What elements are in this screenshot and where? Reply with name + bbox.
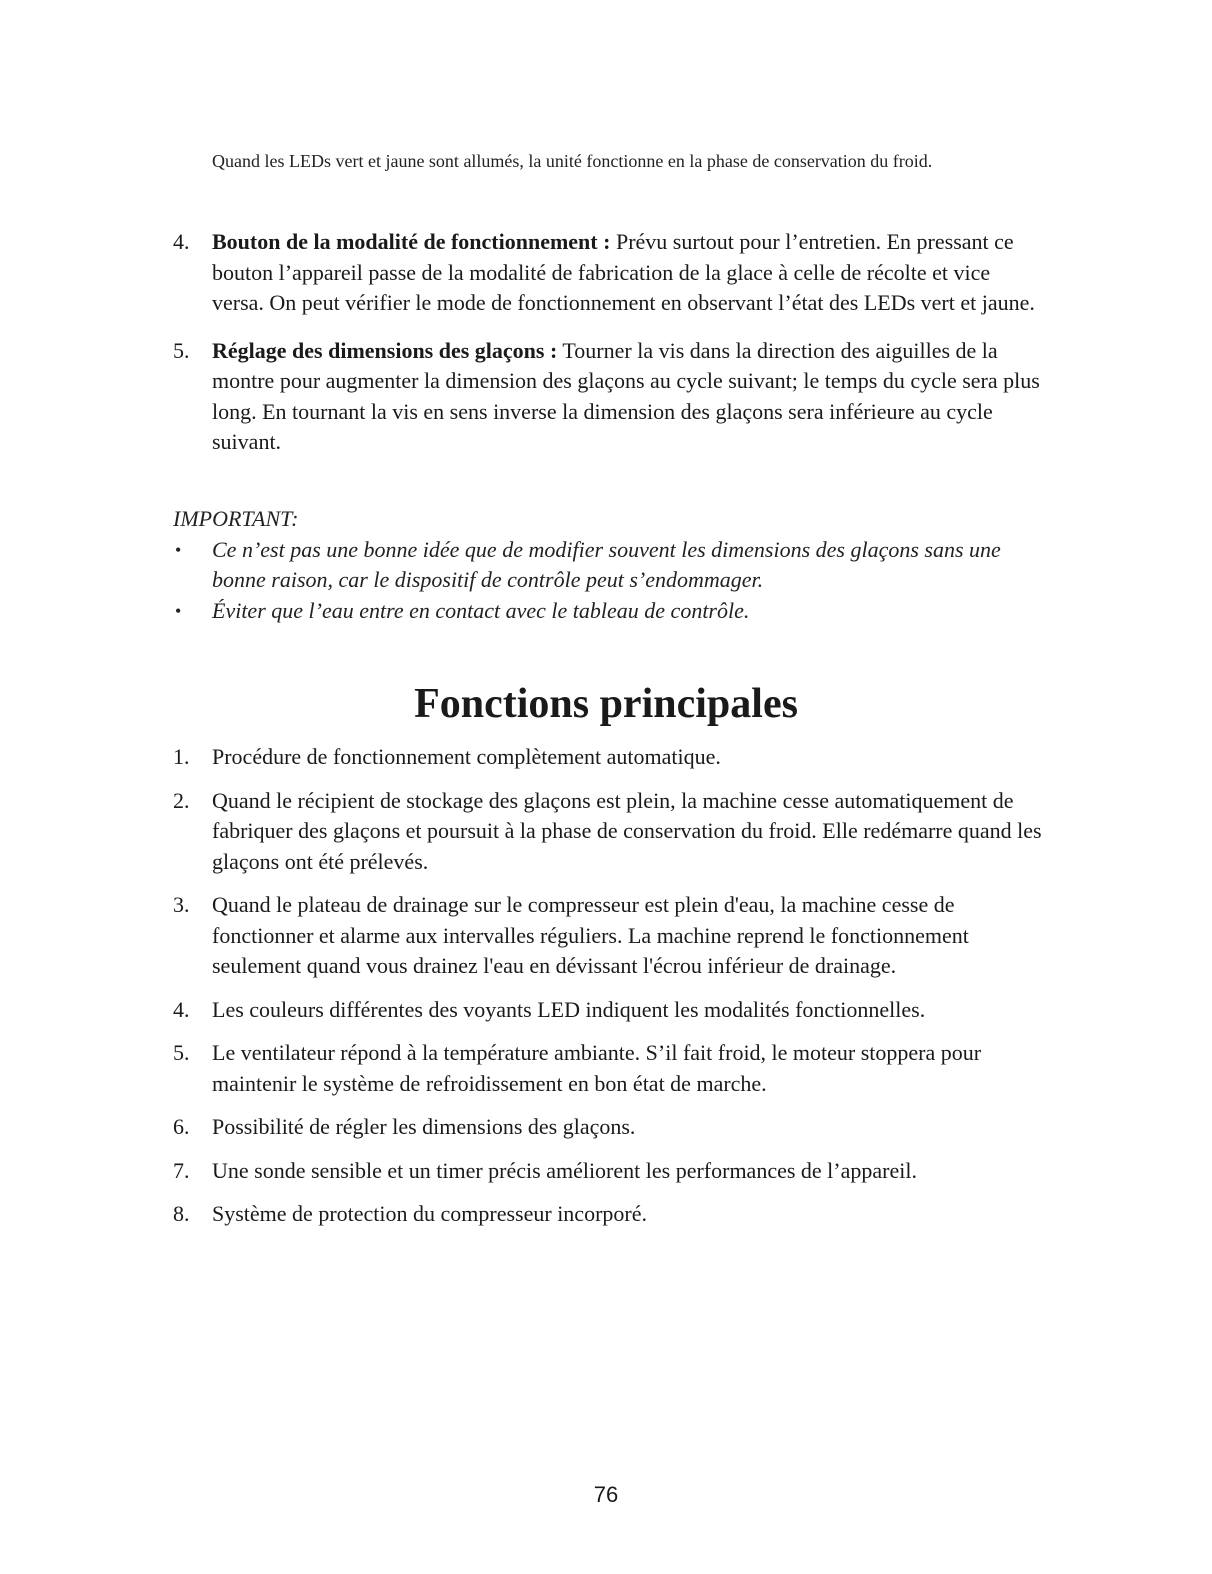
important-label: IMPORTANT: [173,506,299,531]
item-text: Une sonde sensible et un timer précis améliorent les performances de l’appareil. [212,1157,917,1183]
bullet-icon: • [175,539,182,560]
section-heading: Fonctions principales [414,681,798,727]
item-number: 5. [173,337,190,363]
bullet-text: Ce n’est pas une bonne idée que de modifier souvent les dimensions des glaçons sans une bonne raison, car le dispositif de contrôle peut s’endommager. [212,536,1001,592]
bullet-item [173,596,1042,627]
item-number: 7. [173,1157,190,1183]
item-number: 6. [173,1114,190,1139]
page-number: 76 [593,1482,619,1507]
list-item [0,1112,1042,1143]
item-text: Prévu surtout pour l’entretien. En pressant ce bouton l’appareil passe de la modalité de fabrication de la glace à celle de récolte et vice versa. On peut vérifier le mode de fonctionnement en observant l’état des LEDs vert et jaune. [212,229,1035,315]
item-number: 8. [173,1201,190,1226]
bullet-text: Éviter que l’eau entre en contact avec le tableau de contrôle. [212,597,750,623]
item-text: Quand le récipient de stockage des glaçons est plein, la machine cesse automatiquement de fabriquer des glaçons et poursuit à la phase de conservation du froid. Elle redémarre quand les glaçons ont été prélevés. [212,787,1042,874]
item-text: Quand le plateau de drainage sur le compresseur est plein d'eau, la machine cesse de fonctionner et alarme aux intervalles réguliers. La machine reprend le fonctionnement seulement quand vous drainez l'eau en dévissant l'écrou inférieur de drainage. [212,892,969,978]
item-number: 1. [173,744,190,769]
bullet-item [173,535,1042,596]
list-item [0,1038,1042,1099]
item-number: 2. [173,787,190,813]
important-note [173,504,1053,626]
functions-list [0,742,1212,1243]
list-item [0,336,1042,458]
list-item [0,227,1042,319]
intro-paragraph: Quand les LEDs vert et jaune sont allumés, la unité fonctionne en la phase de conservation du froid. [212,151,933,171]
item-text: Possibilité de régler les dimensions des glaçons. [212,1114,636,1139]
item-number: 4. [173,229,190,254]
item-title: Bouton de la modalité de fonctionnement : [212,229,611,254]
item-text: Le ventilateur répond à la température ambiante. S’il fait froid, le moteur stoppera pour maintenir le système de refroidissement en bon état de marche. [212,1040,982,1096]
item-title: Réglage des dimensions des glaçons : [212,337,558,363]
list-item [0,786,1042,878]
item-number: 5. [173,1040,190,1065]
item-text: Procédure de fonctionnement complètement automatique. [212,744,721,769]
bullet-icon: • [175,600,182,621]
item-text: Les couleurs différentes des voyants LED indiquent les modalités fonctionnelles. [212,996,926,1022]
item-number: 4. [173,996,190,1022]
item-text: Tourner la vis dans la direction des aiguilles de la montre pour augmenter la dimension des glaçons au cycle suivant; le temps du cycle sera plus long. En tournant la vis en sens inverse la dimension des glaçons sera inférieure au cycle suivant. [212,337,1040,454]
list-item [0,742,1042,773]
list-item [0,1156,1042,1187]
item-text: Système de protection du compresseur incorporé. [212,1201,647,1226]
controls-list [0,227,1212,475]
list-item [0,1199,1042,1230]
list-item [0,890,1042,982]
item-number: 3. [173,892,190,917]
list-item [0,995,1042,1026]
